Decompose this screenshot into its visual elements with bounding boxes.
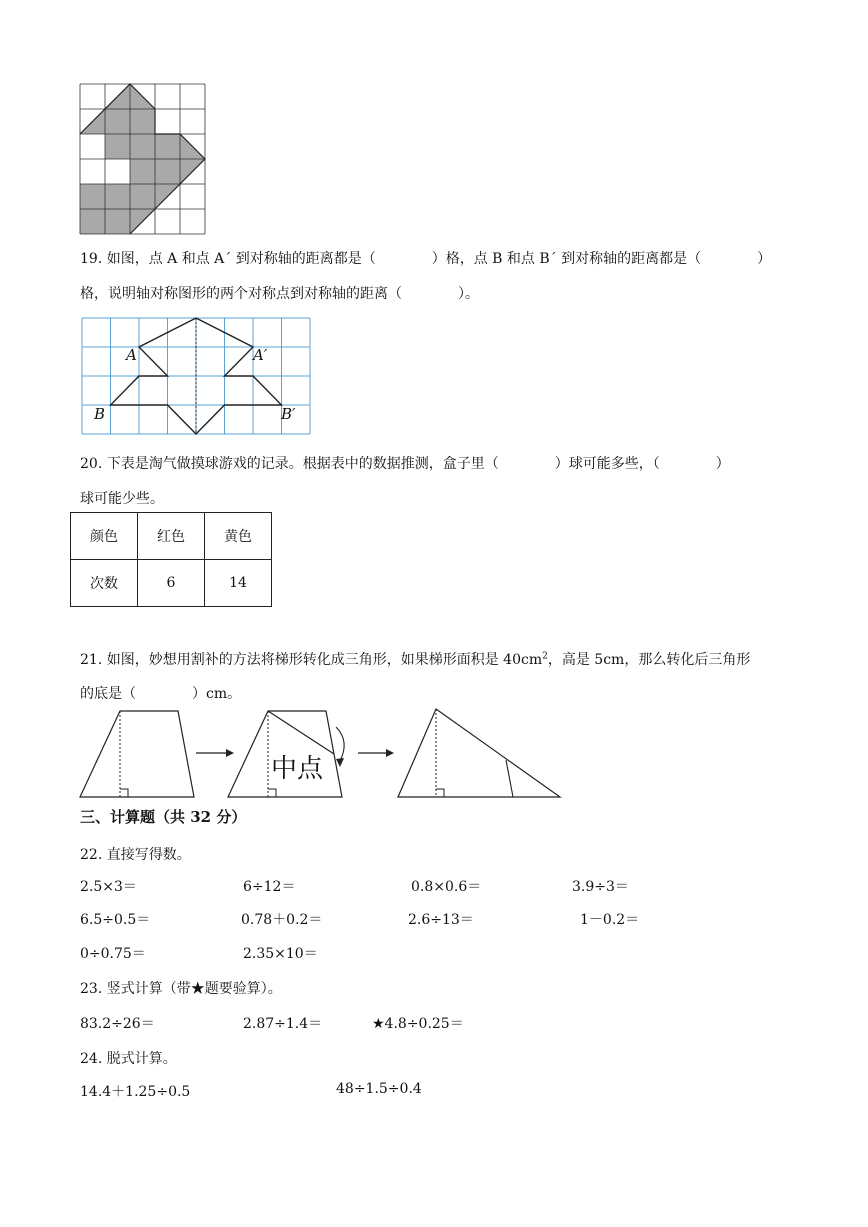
q22-title: 22. 直接写得数。 [80, 847, 191, 863]
midpoint-label: 中点 [271, 754, 324, 784]
label-B: B [94, 405, 106, 423]
right-angle-mark-2 [268, 789, 276, 797]
arrow-head-2 [386, 749, 394, 757]
q21-line1 [80, 649, 750, 669]
symmetry-grid-figure [82, 318, 310, 434]
calc-item: 0.8×0.6＝ [411, 879, 482, 895]
table-cell: 6 [138, 560, 205, 607]
q20-line1: 20. 下表是淘气做摸球游戏的记录。根据表中的数据推测，盒子里（ ）球可能多些，（ ） [80, 456, 730, 472]
table-cell: 红色 [138, 513, 205, 560]
q21-line1-post: ，高是 5cm，那么转化后三角形 [547, 652, 751, 668]
q24-title: 24. 脱式计算。 [80, 1051, 177, 1067]
table-cell: 次数 [71, 560, 138, 607]
calc-item: 2.87÷1.4＝ [243, 1016, 323, 1032]
table-cell: 黄色 [205, 513, 272, 560]
calc-item: 6÷12＝ [243, 879, 296, 895]
calc-item: 2.5×3＝ [80, 879, 137, 895]
right-angle-mark-3 [436, 789, 444, 797]
q21-line1-pre: 21. 如图，妙想用割补的方法将梯形转化成三角形，如果梯形面积是 40cm [80, 652, 543, 668]
label-A: A [126, 346, 137, 364]
q23-title: 23. 竖式计算（带★题要验算）。 [80, 981, 282, 997]
right-angle-mark [120, 789, 128, 797]
label-A-prime: A′ [253, 346, 268, 364]
label-B-prime: B′ [281, 405, 296, 423]
calc-item: 0.78＋0.2＝ [241, 912, 323, 928]
section-title: 三、计算题（共 32 分） [80, 808, 247, 826]
trapezoid [80, 711, 194, 797]
q21-sup: 2 [542, 651, 548, 662]
arrow-head-1 [226, 749, 234, 757]
calc-item: 14.4＋1.25÷0.5 [80, 1084, 191, 1100]
table-row [71, 513, 272, 560]
shaded-grid-figure [80, 84, 206, 236]
table-cell: 14 [205, 560, 272, 607]
calc-item: 1－0.2＝ [580, 912, 640, 928]
calc-item: 2.35×10＝ [243, 946, 318, 962]
triangle-inner-line [506, 760, 513, 797]
rotate-arrow-head [336, 758, 344, 767]
table-cell: 颜色 [71, 513, 138, 560]
triangle [398, 709, 560, 797]
calc-item: 0÷0.75＝ [80, 946, 146, 962]
calc-item: 3.9÷3＝ [572, 879, 629, 895]
calc-item: 83.2÷26＝ [80, 1016, 155, 1032]
q20-line2: 球可能少些。 [80, 491, 164, 507]
calc-item: 2.6÷13＝ [408, 912, 474, 928]
rotate-arrow [336, 727, 344, 761]
table-row [71, 560, 272, 607]
record-table [70, 512, 272, 607]
calc-item: 48÷1.5÷0.4 [336, 1081, 422, 1097]
q19-line2: 格，说明轴对称图形的两个对称点到对称轴的距离（ ）。 [80, 286, 479, 302]
q21-line2: 的底是（ ）cm。 [80, 686, 242, 702]
q19-line1: 19. 如图，点 A 和点 A´ 到对称轴的距离都是（ ）格，点 B 和点 B´ 到对称轴的距离都是（ ） [80, 251, 772, 267]
calc-item: ★4.8÷0.25＝ [372, 1016, 464, 1032]
calc-item: 6.5÷0.5＝ [80, 912, 151, 928]
